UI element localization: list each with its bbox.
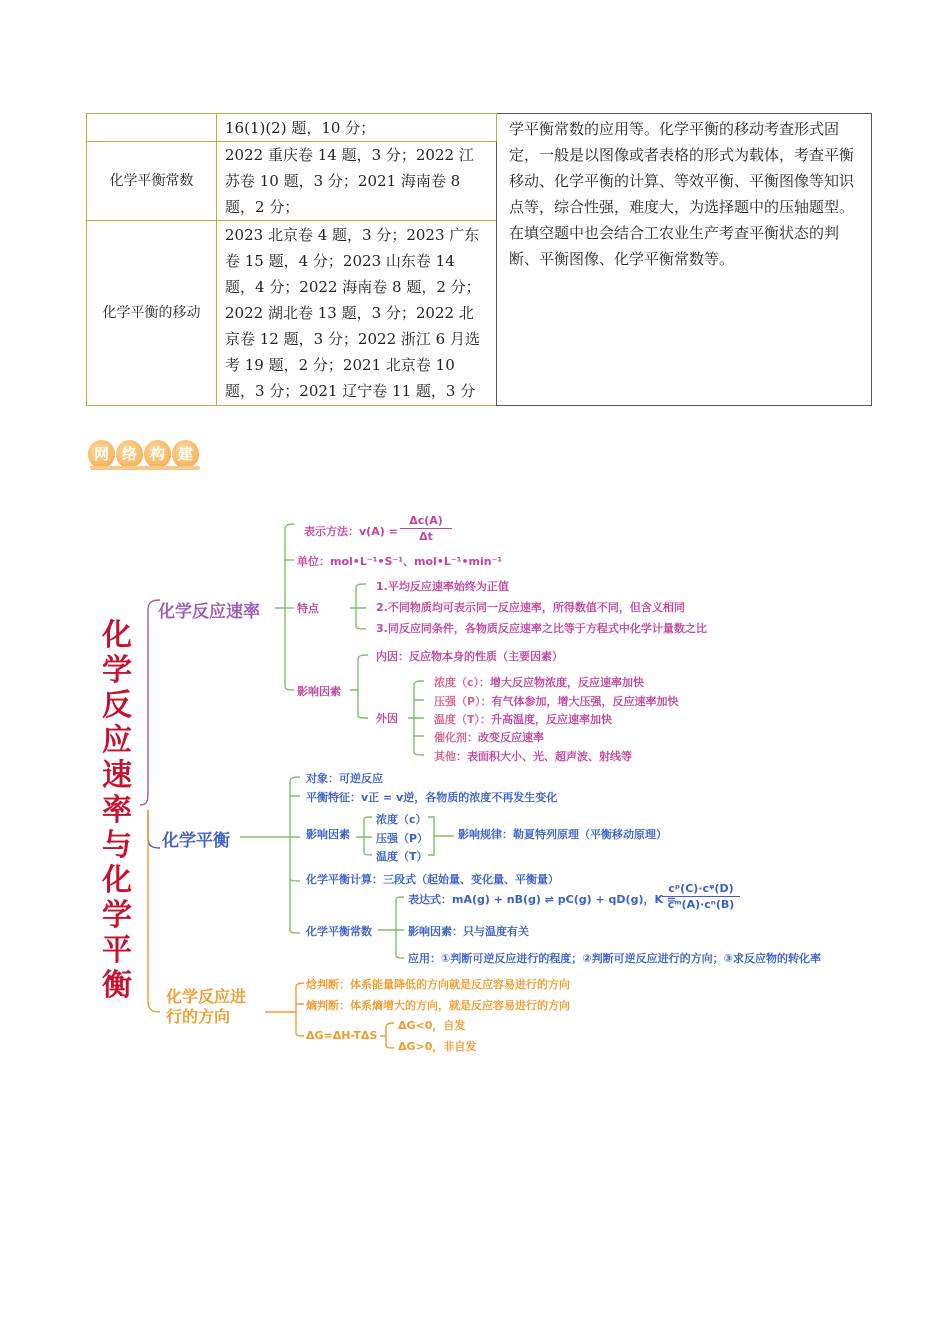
table-row xyxy=(87,114,872,142)
fraction-denominator: Δt xyxy=(419,530,433,543)
badge-char: 建 xyxy=(172,440,199,467)
enthalpy-rule: 焓判断：体系能量降低的方向就是反应容易进行的方向 xyxy=(306,978,570,991)
gibbs-negative: ΔG<0，自发 xyxy=(398,1019,466,1032)
equilibrium-factor: 浓度（c） xyxy=(376,813,427,826)
equilibrium-factor: 压强（P） xyxy=(376,832,429,845)
gibbs-positive: ΔG>0，非自发 xyxy=(398,1040,477,1053)
analysis-cell: 学平衡常数的应用等。化学平衡的移动考查形式固定，一般是以图像或者表格的形式为载体，考查平衡移动、化学平衡的计算、等效平衡、平衡图像等知识点等，综合性强，难度大，为选择题中的压轴题型。在填空题中也会结合工农业生产考查平衡状态的判断、平衡图像、化学平衡常数等。 xyxy=(497,114,872,406)
direction-label xyxy=(166,987,246,1027)
equilibrium-feature: 平衡特征：v正 = v逆，各物质的浓度不再发生变化 xyxy=(306,791,558,804)
external-item xyxy=(434,674,644,690)
fraction-numerator: cᵖ(C)·cᵠ(D) xyxy=(668,882,734,895)
badge-char: 网 xyxy=(88,440,115,467)
mindmap-title: 化学反应速率与化学平衡 xyxy=(102,618,132,1003)
topic-cell: 化学平衡常数 xyxy=(87,142,217,221)
external-key: 压强（P） xyxy=(434,695,481,708)
topic-cell: 化学平衡的移动 xyxy=(87,221,217,406)
rate-fraction xyxy=(400,514,452,543)
external-value: ：升高温度，反应速率加快 xyxy=(480,713,613,726)
constant-expression: 表达式：mA(g) + nB(g) ⇌ pC(g) + qD(g)，K = xyxy=(408,893,677,906)
external-key: 温度（T） xyxy=(434,713,481,726)
external-key: 其他 xyxy=(434,750,456,763)
external-value: ：表面积大小、光、超声波、射线等 xyxy=(456,750,632,763)
feature-item: 1.平均反应速率始终为正值 xyxy=(376,580,509,593)
rate-factors-label: 影响因素 xyxy=(297,685,341,698)
internal-factor: 内因：反应物本身的性质（主要因素） xyxy=(376,650,563,663)
badge-char: 络 xyxy=(116,440,143,467)
equilibrium-rule: 影响规律：勒夏特列原理（平衡移动原理） xyxy=(458,828,667,841)
external-key: 浓度（c） xyxy=(434,676,480,689)
badge-underline xyxy=(90,466,200,470)
gibbs-formula: ΔG=ΔH-TΔS xyxy=(306,1029,378,1042)
external-key: 催化剂 xyxy=(434,731,467,744)
constant-label: 化学平衡常数 xyxy=(306,925,372,938)
equilibrium-calc: 化学平衡计算：三段式（起始量、变化量、平衡量） xyxy=(306,873,559,886)
external-item xyxy=(434,748,632,764)
external-label: 外因 xyxy=(376,712,398,725)
feature-item: 2.不同物质均可表示同一反应速率，所得数值不同，但含义相同 xyxy=(376,601,685,614)
features-label: 特点 xyxy=(297,602,319,615)
mind-map xyxy=(0,500,950,1080)
equilibrium-factors-label: 影响因素 xyxy=(306,828,350,841)
equilibrium-label: 化学平衡 xyxy=(162,831,230,851)
constant-application: 应用：①判断可逆反应进行的程度；②判断可逆反应进行的方向；③求反应物的转化率 xyxy=(408,952,821,965)
topic-cell xyxy=(87,114,217,142)
external-item xyxy=(434,693,679,709)
rate-unit: 单位：mol•L⁻¹•S⁻¹、mol•L⁻¹•min⁻¹ xyxy=(297,555,503,568)
constant-fraction xyxy=(662,882,740,911)
external-value: ：增大反应物浓度，反应速率加快 xyxy=(479,676,645,689)
exam-table xyxy=(86,113,872,406)
badge-char: 构 xyxy=(144,440,171,467)
constant-factor: 影响因素：只与温度有关 xyxy=(408,925,529,938)
rate-label: 化学反应速率 xyxy=(158,602,260,622)
external-value: ：有气体参加，增大压强，反应速率加快 xyxy=(480,695,679,708)
fraction-numerator: Δc(A) xyxy=(409,514,443,527)
direction-label-line: 行的方向 xyxy=(166,1007,231,1026)
refs-cell: 2023 北京卷 4 题，3 分；2023 广东卷 15 题，4 分；2023 山东卷 14 题，4 分；2022 海南卷 8 题，2 分；2022 湖北卷 13 题，3 分；2022 北京卷 12 题，3 分；2022 浙江 6 月选考 19 题，2 分；2021 北京卷 10 题，3 分；2021 辽宁卷 11 题，3 分 xyxy=(217,221,497,406)
direction-label-line: 化学反应进 xyxy=(166,987,247,1006)
rate-expression-label: 表示方法：v(A) = xyxy=(304,525,398,538)
feature-item: 3.同反应同条件，各物质反应速率之比等于方程式中化学计量数之比 xyxy=(376,622,707,635)
external-item xyxy=(434,729,544,745)
fraction-denominator: cᵐ(A)·cⁿ(B) xyxy=(667,898,735,911)
external-item xyxy=(434,711,612,727)
entropy-rule: 熵判断：体系熵增大的方向，就是反应容易进行的方向 xyxy=(306,999,570,1012)
external-value: ：改变反应速率 xyxy=(467,731,544,744)
equilibrium-factor: 温度（T） xyxy=(376,850,428,863)
fraction-bar xyxy=(662,896,740,897)
fraction-bar xyxy=(400,528,452,529)
refs-cell: 2022 重庆卷 14 题，3 分；2022 江苏卷 10 题，3 分；2021 海南卷 8 题，2 分； xyxy=(217,142,497,221)
equilibrium-object: 对象：可逆反应 xyxy=(306,772,383,785)
section-badge xyxy=(88,434,204,472)
refs-cell: 16(1)(2) 题，10 分； xyxy=(217,114,497,142)
